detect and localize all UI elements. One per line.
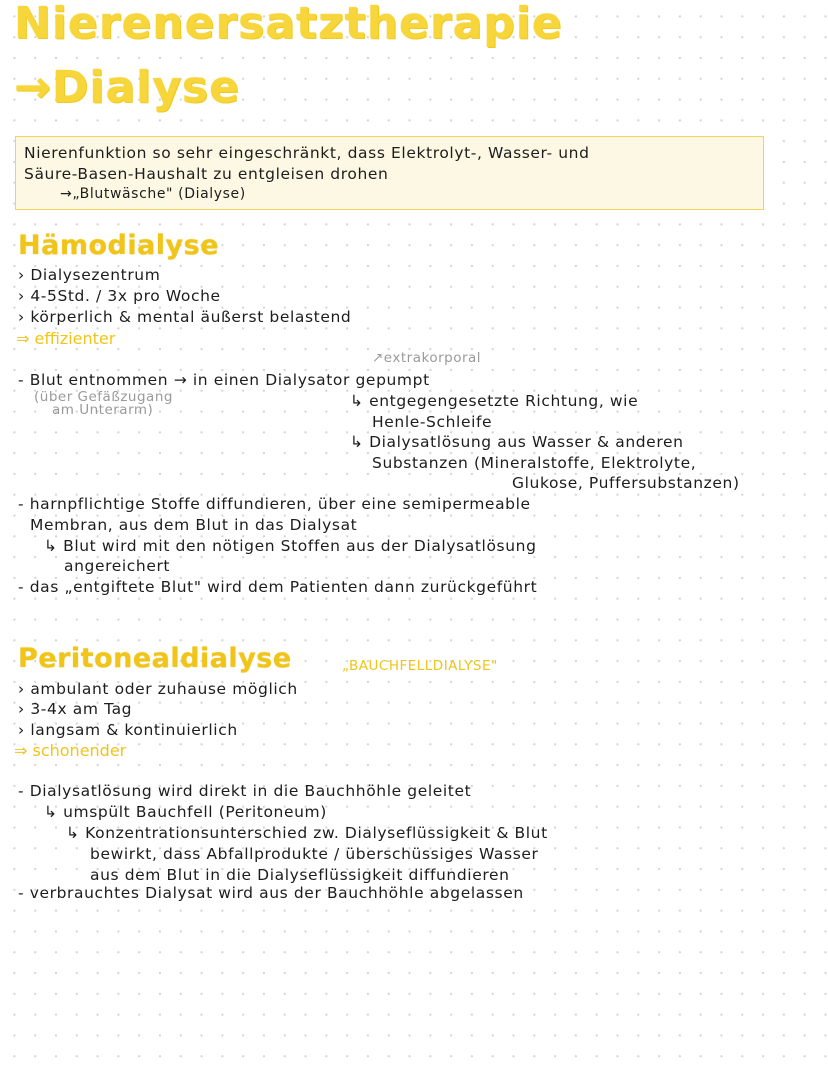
- haemo-blood-line: - Blut entnommen → in einen Dialysator gepumpt: [18, 371, 430, 389]
- definition-line3: →„Blutwäsche" (Dialyse): [60, 186, 246, 202]
- peritoneal-heading: Peritonealdialyse: [18, 643, 292, 674]
- perito-line2: ↳ umspült Bauchfell (Peritoneum): [44, 803, 327, 821]
- grey-note-2: am Unterarm): [52, 402, 154, 418]
- extracorporal-note: ↗extrakorporal: [372, 350, 482, 366]
- haemo-diffusion-line2: Membran, aus dem Blut in das Dialysat: [30, 516, 358, 534]
- definition-line2: Säure-Basen-Haushalt zu entgleisen drohen: [24, 165, 389, 183]
- perito-bullet-2: › 3-4x am Tag: [18, 700, 133, 718]
- haemo-bullet-1: › Dialysezentrum: [18, 266, 161, 284]
- haemo-return-line: - das „entgiftete Blut" wird dem Patienten dann zurückgeführt: [18, 578, 538, 596]
- haemo-bullet-3: › körperlich & mental äußerst belastend: [18, 308, 352, 326]
- haemo-sub1-line1: ↳ entgegengesetzte Richtung, wie: [350, 392, 639, 410]
- haemo-sub2-line3: Glukose, Puffersubstanzen): [512, 474, 740, 492]
- haemo-enrich-line2: angereichert: [64, 557, 171, 575]
- perito-line5: aus dem Blut in die Dialyseflüssigkeit diffundieren: [90, 866, 510, 884]
- peritoneal-subtitle: „BAUCHFELLDIALYSE": [342, 658, 498, 674]
- haemo-diffusion-line1: - harnpflichtige Stoffe diffundieren, über eine semipermeable: [18, 495, 531, 513]
- haemo-sub2-line1: ↳ Dialysatlösung aus Wasser & anderen: [350, 433, 684, 451]
- perito-line3: ↳ Konzentrationsunterschied zw. Dialyseflüssigkeit & Blut: [66, 824, 548, 842]
- definition-line1: Nierenfunktion so sehr eingeschränkt, dass Elektrolyt-, Wasser- und: [24, 144, 590, 162]
- haemo-conclusion: ⇒ effizienter: [16, 329, 116, 348]
- page-title-line2: →Dialyse: [14, 62, 240, 113]
- haemo-sub2-line2: Substanzen (Mineralstoffe, Elektrolyte,: [372, 454, 697, 472]
- grey-note-1: (über Gefäßzugang: [34, 389, 173, 405]
- haemodialysis-heading: Hämodialyse: [18, 230, 220, 261]
- page-title-line1: Nierenersatztherapie: [14, 0, 563, 49]
- perito-bullet-1: › ambulant oder zuhause möglich: [18, 680, 298, 698]
- perito-conclusion: ⇒ schonender: [14, 741, 127, 760]
- perito-line4: bewirkt, dass Abfallprodukte / überschüssiges Wasser: [90, 845, 539, 863]
- haemo-bullet-2: › 4-5Std. / 3x pro Woche: [18, 287, 221, 305]
- haemo-sub1-line2: Henle-Schleife: [372, 413, 493, 431]
- perito-line6: - verbrauchtes Dialysat wird aus der Bauchhöhle abgelassen: [18, 884, 524, 902]
- perito-line1: - Dialysatlösung wird direkt in die Bauchhöhle geleitet: [18, 782, 472, 800]
- haemo-enrich-line1: ↳ Blut wird mit den nötigen Stoffen aus der Dialysatlösung: [44, 537, 537, 555]
- perito-bullet-3: › langsam & kontinuierlich: [18, 721, 238, 739]
